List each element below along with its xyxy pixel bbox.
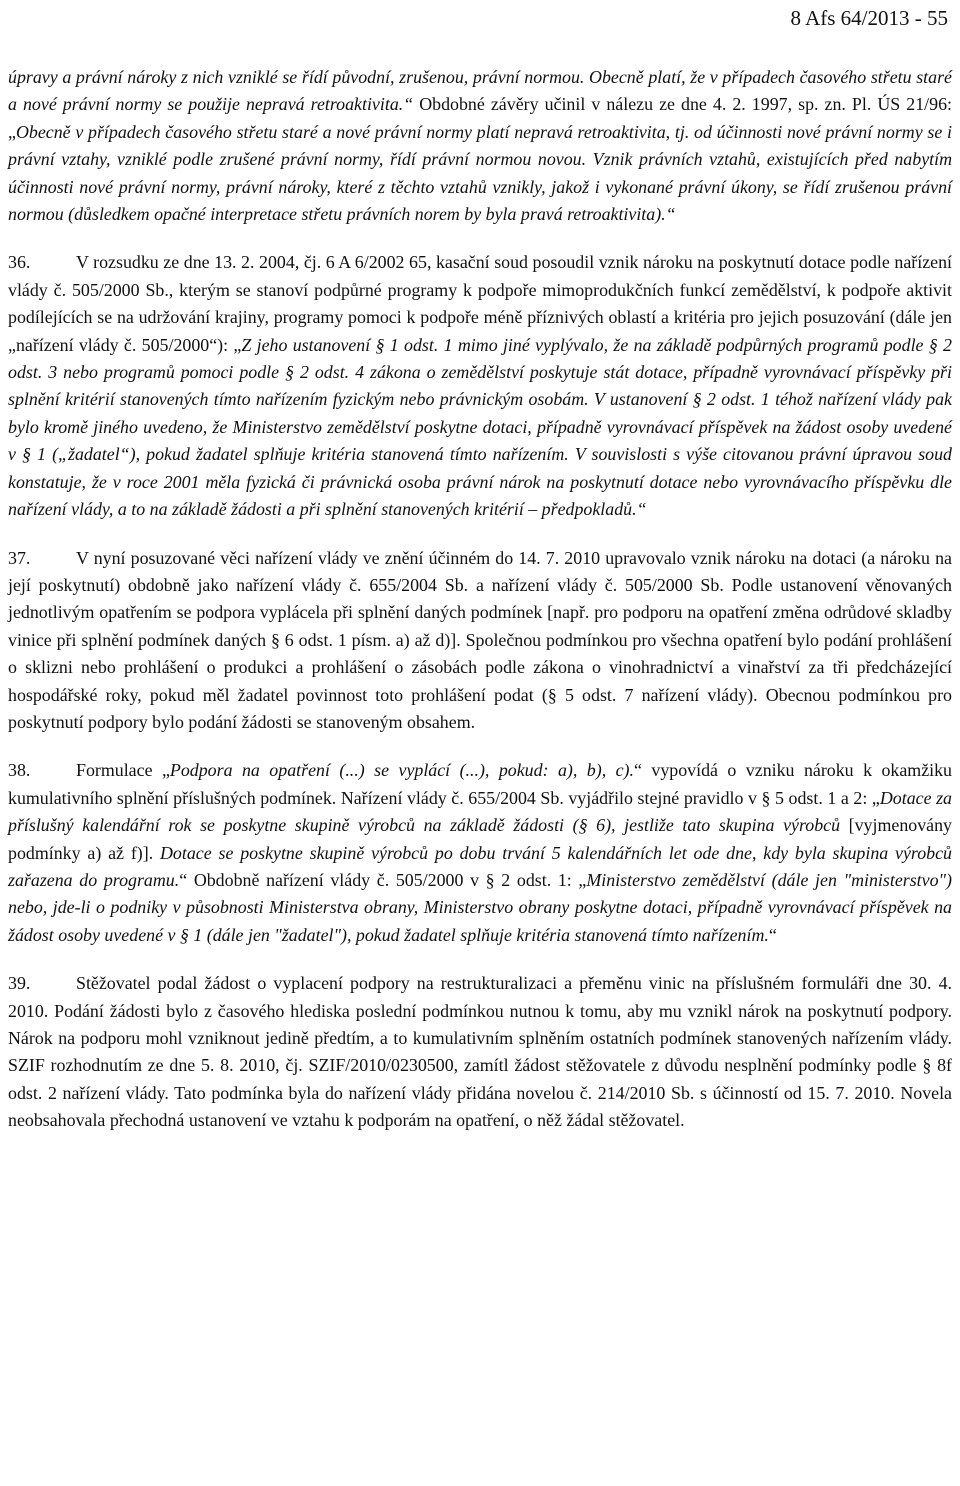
paragraph-number: 36. [8, 252, 31, 273]
paragraph-number: 39. [8, 973, 31, 994]
document-body [8, 64, 952, 1135]
quote-text: Dotace se poskytne skupině výrobců po dobu trvání 5 kalendářních let ode dne, kdy byla skupina výrobců zařazena do programu. [8, 842, 952, 890]
body-text: Obdobné závěry učinil v nálezu ze dne 4. 2. 1997, sp. zn. Pl. ÚS 21/96: „ [8, 94, 952, 142]
quote-text: Obecně v případech časového střetu staré a nové právní normy platí nepravá retroaktivita, tj. od účinnosti nové právní normy se i právní vztahy, vzniklé podle zrušené právní normy, řídí právní normou novou. Vznik právních vztahů, existujících před nabytím účinnosti nové právní normy, právní nároky, které z těchto vztahů vznikly, jakož i vykonané právní úkony, se řídí zrušenou právní normou (důsledkem opačné interpretace střetu právních norem by byla pravá retroaktivita).“ [8, 121, 952, 225]
quote-text: Z jeho ustanovení § 1 odst. 1 mimo jiné vyplývalo, že na základě podpůrných programů podle § 2 odst. 3 nebo programů pomoci podle § 2 odst. 4 zákona o zemědělství poskytuje stát dotace, případně vyrovnávací příspěvky při splnění kritérií stanovených tímto nařízením fyzickým nebo právnickým osobám. V ustanovení § 2 odst. 1 téhož nařízení vlády pak bylo kromě jiného uvedeno, že Ministerstvo zemědělství poskytne dotaci, případně vyrovnávací příspěvek na žádost osoby uvedené v § 1 („žadatel“), pokud žadatel splňuje kritéria stanovená tímto nařízením. V souvislosti s výše citovanou právní úpravou soud konstatuje, že v roce 2001 měla fyzická či právnická osoba právní nárok na poskytnutí dotace nebo vyrovnávacího příspěvku dle nařízení vlády, a to na základě žádosti a při splnění stanovených kritérií – předpokladů.“ [8, 334, 952, 520]
body-text: V rozsudku ze dne 13. 2. 2004, čj. 6 A 6/2002 65, kasační soud posoudil vznik nároku na poskytnutí dotace podle nařízení vlády č. 505/2000 Sb., kterým se stanoví podpůrné programy k podpoře mimoprodukčních funkcí zemědělství, k podpoře aktivit podílejících se na udržování krajiny, programy pomoci k podpoře méně příznivých oblastí a kritéria pro jejich posuzování (dále jen „nařízení vlády č. 505/2000“): „ [8, 252, 952, 355]
body-text: Stěžovatel podal žádost o vyplacení podpory na restrukturalizaci a přeměnu vinic na příslušném formuláři dne 30. 4. 2010. Podání žádosti bylo z časového hlediska poslední podmínkou nutnou k tomu, aby mu vznikl nárok na poskytnutí podpory. Nárok na podporu mohl vzniknout jedině předtím, a to kumulativním splněním ostatních podmínek stanovených nařízením vlády. SZIF rozhodnutím ze dne 5. 8. 2010, čj. SZIF/2010/0230500, zamítl žádost stěžovatele z důvodu nesplnění podmínky podle § 8f odst. 2 nařízení vlády. Tato podmínka byla do nařízení vlády přidána novelou č. 214/2010 Sb. s účinností od 15. 7. 2010. Novela neobsahovala přechodná ustanovení ve vztahu k podporám na opatření, o něž žádal stěžovatel. [8, 973, 952, 1131]
body-text: “ [768, 924, 777, 945]
paragraph-38 [8, 757, 952, 949]
quote-text: Dotace za příslušný kalendářní rok se poskytne skupině výrobců na základě žádosti (§ 6), jestliže tato skupina výrobců [8, 787, 952, 836]
paragraph-36 [8, 249, 952, 523]
paragraph-number: 38. [8, 760, 31, 781]
body-text: “ Obdobně nařízení vlády č. 505/2000 v § 2 odst. 1: „ [179, 869, 587, 890]
paragraph-37 [8, 545, 952, 737]
quote-text: Podpora na opatření (...) se vyplácí (...), pokud: a), b), c). [169, 760, 634, 781]
body-text: V nyní posuzované věci nařízení vlády ve znění účinném do 14. 7. 2010 upravovalo vznik nároku na dotaci (a nároku na její poskytnutí) obdobně jako nařízení vlády č. 655/2004 Sb. a nařízení vlády č. 505/2000 Sb. Podle ustanovení věnovaných jednotlivým opatřením se podpora vyplácela při splnění daných podmínek [např. pro podporu na opatření změna odrůdové skladby vinice při splnění podmínek daných § 6 odst. 1 písm. a) až d)]. Společnou podmínkou pro všechna opatření bylo podání prohlášení o sklizni nebo prohlášení o produkci a prohlášení o zásobách podle zákona o vinohradnictví a vinařství za tři předcházející hospodářské roky, pokud měl žadatel povinnost toto prohlášení podat (§ 5 odst. 7 nařízení vlády). Obecnou podmínkou pro poskytnutí podpory bylo podání žádosti se stanoveným obsahem. [8, 547, 952, 732]
paragraph-39 [8, 970, 952, 1134]
body-text: [vyjmenovány podmínky a) až f)]. [8, 815, 952, 863]
quote-text: úpravy a právní nároky z nich vzniklé se řídí původní, zrušenou, právní normou. Obecně platí, že v případech časového střetu staré a nové právní normy se použije nepravá retroaktivita.“ [8, 67, 952, 115]
body-text: Formulace „ [76, 760, 170, 781]
body-text: “ vypovídá o vzniku nároku k okamžiku kumulativního splnění příslušných podmínek. Nařízení vlády č. 655/2004 Sb. vyjádřilo stejné pravidlo v § 5 odst. 1 a 2: „ [8, 760, 953, 808]
paragraph-continuation [8, 64, 952, 228]
page-header-case-number: 8 Afs 64/2013 - 55 [790, 6, 948, 30]
quote-text: Ministerstvo zemědělství (dále jen "ministerstvo") nebo, jde-li o podniky v působnosti Ministerstva obrany, Ministerstvo obrany poskytne dotaci, případně vyrovnávací příspěvek na žádost osoby uvedené v § 1 (dále jen "žadatel"), pokud žadatel splňuje kritéria stanovená tímto nařízením. [8, 869, 953, 945]
paragraph-number: 37. [8, 547, 31, 568]
